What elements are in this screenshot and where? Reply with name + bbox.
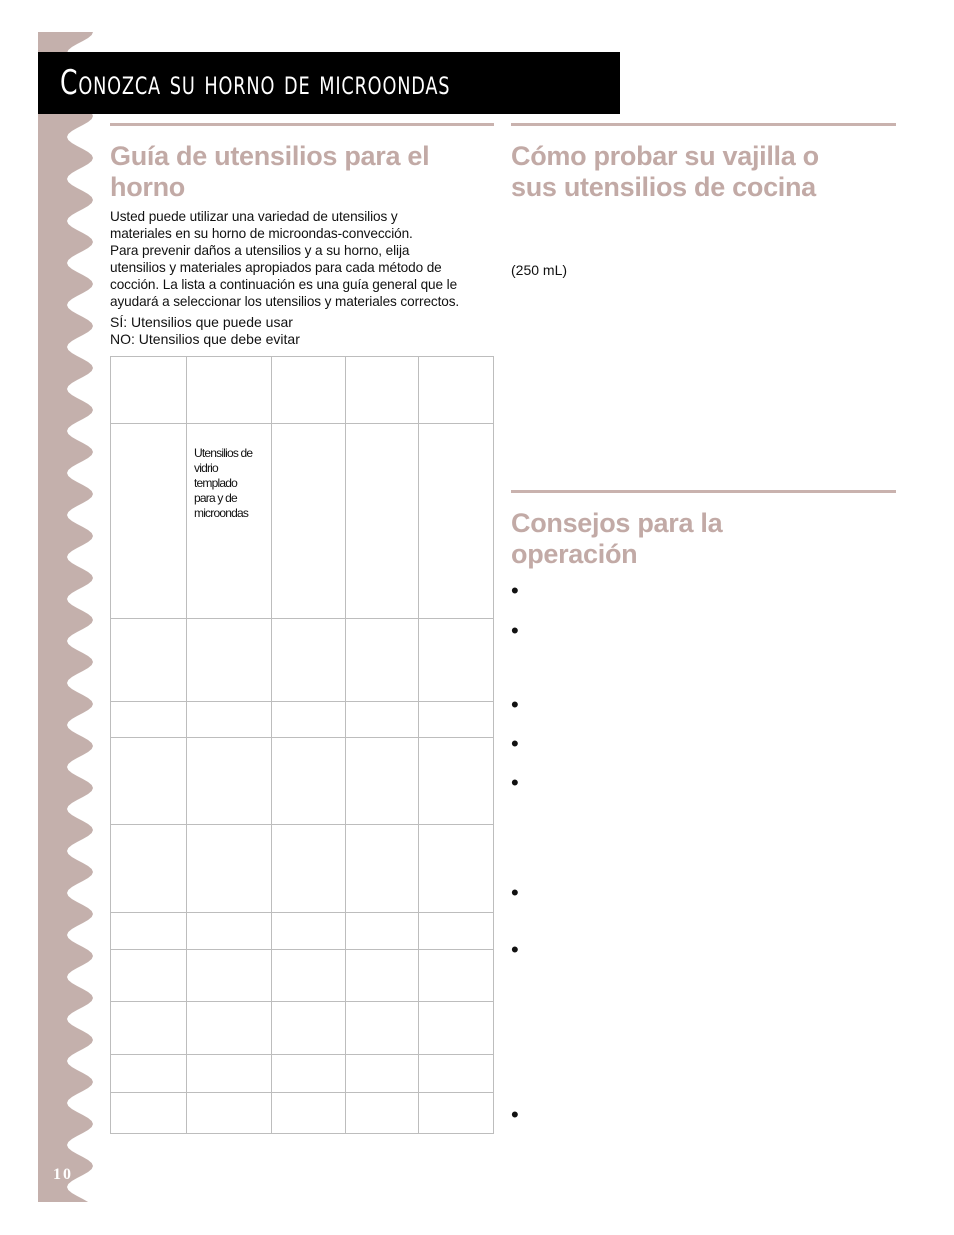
- intro-paragraph: [110, 208, 495, 310]
- cookware-test-heading: [511, 141, 901, 203]
- cell-line: para y de: [194, 491, 237, 505]
- intro-line: cocción. La lista a continuación es una guía general que le: [110, 277, 458, 292]
- legend-no: NO: Utensilios que debe evitar: [110, 331, 300, 347]
- intro-line: ayudará a seleccionar los utensilios y materiales correctos.: [110, 294, 460, 309]
- cell-line: templado: [194, 476, 237, 490]
- operation-tips-heading-line1: Consejos para la: [511, 508, 723, 538]
- table-row-divider: [111, 912, 493, 913]
- operation-tips-heading-line2: operación: [511, 539, 638, 569]
- tip-bullet: •: [511, 731, 519, 756]
- table-column-divider: [418, 357, 419, 1133]
- test-volume-text: (250 mL): [511, 262, 568, 278]
- heading-rule-right-bottom: [511, 490, 896, 493]
- intro-line: Usted puede utilizar una variedad de utensilios y: [110, 209, 398, 224]
- table-row-divider: [111, 737, 493, 738]
- tip-bullet: •: [511, 692, 519, 717]
- intro-line: materiales en su horno de microondas-convección.: [110, 226, 413, 241]
- tip-bullet: •: [511, 578, 519, 603]
- utensil-table: [110, 356, 494, 1134]
- operation-tips-heading: [511, 508, 896, 570]
- legend-yes: SÍ: Utensilios que puede usar: [110, 314, 293, 330]
- cookware-test-heading-line2: sus utensilios de cocina: [511, 172, 816, 202]
- heading-rule-right-top: [511, 123, 896, 126]
- section-title-bar: [38, 52, 620, 114]
- tip-bullet: •: [511, 770, 519, 795]
- table-column-divider: [186, 357, 187, 1133]
- table-cell-tempered-glass: [194, 446, 272, 521]
- table-row-divider: [111, 423, 493, 424]
- cell-line: Utensilios de: [194, 446, 253, 460]
- decorative-wavy-sidebar: [0, 0, 100, 1235]
- table-column-divider: [345, 357, 346, 1133]
- tip-bullet: •: [511, 618, 519, 643]
- intro-line: Para prevenir daños a utensilios y a su horno, elija: [110, 243, 410, 258]
- tip-bullet: •: [511, 1102, 519, 1127]
- table-row-divider: [111, 1054, 493, 1055]
- table-row-divider: [111, 1092, 493, 1093]
- table-row-divider: [111, 701, 493, 702]
- cell-line: microondas: [194, 506, 249, 520]
- table-row-divider: [111, 949, 493, 950]
- table-row-divider: [111, 824, 493, 825]
- cookware-test-heading-line1: Cómo probar su vajilla o: [511, 141, 819, 171]
- tip-bullet: •: [511, 937, 519, 962]
- cell-line: vidrio: [194, 461, 218, 475]
- utensil-guide-heading-line2: horno: [110, 172, 185, 202]
- heading-rule-left: [110, 123, 494, 126]
- section-title: Conozca su horno de microondas: [60, 63, 451, 103]
- page-number: 10: [53, 1166, 73, 1183]
- tip-bullet: •: [511, 880, 519, 905]
- intro-line: utensilios y materiales apropiados para cada método de: [110, 260, 442, 275]
- utensil-guide-heading: [110, 141, 495, 203]
- table-row-divider: [111, 1001, 493, 1002]
- legend: [110, 314, 300, 348]
- table-row-divider: [111, 618, 493, 619]
- utensil-guide-heading-line1: Guía de utensilios para el: [110, 141, 430, 171]
